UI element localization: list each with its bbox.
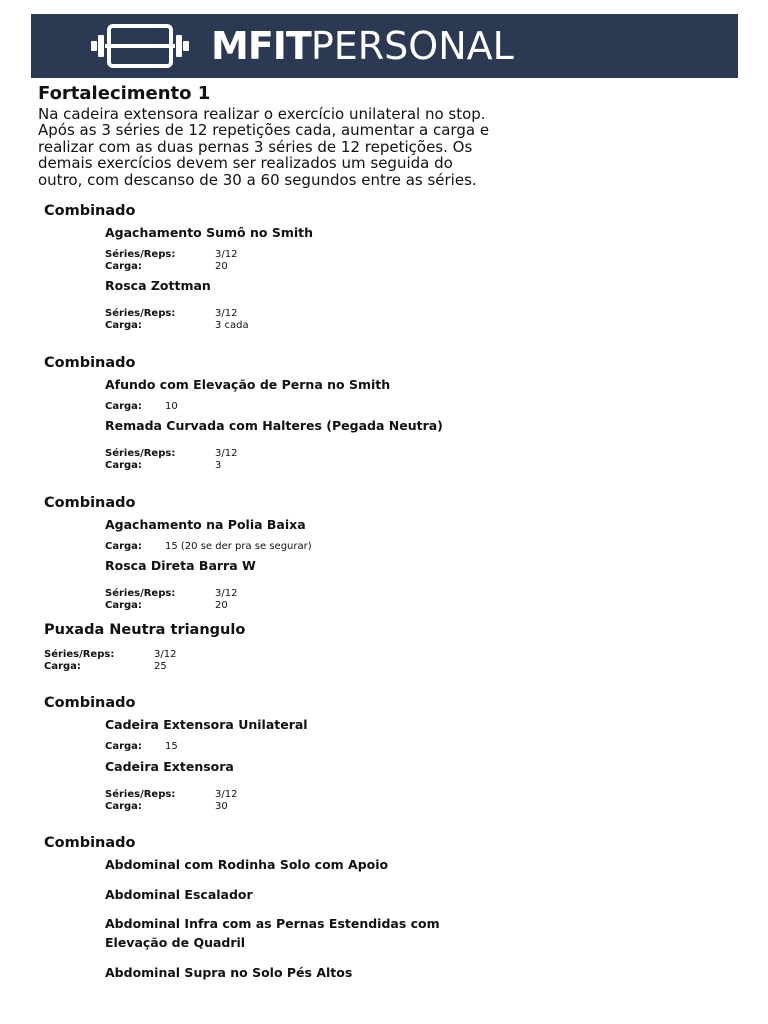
- header-banner: [31, 14, 738, 78]
- sets-reps-label: Séries/Reps:: [44, 649, 115, 660]
- load-value: 3 cada: [215, 320, 249, 331]
- exercise-name: Abdominal Supra no Solo Pés Altos: [105, 965, 353, 980]
- sets-reps-value: 3/12: [154, 649, 177, 660]
- load-value: 15 (20 se der pra se segurar): [165, 541, 312, 552]
- intro-line: Na cadeira extensora realizar o exercício unilateral no stop.: [38, 105, 486, 123]
- block-heading: Combinado: [44, 203, 136, 219]
- exercise-name: Abdominal Escalador: [105, 887, 253, 902]
- exercise-name: Rosca Direta Barra W: [105, 558, 256, 573]
- exercise-name: Remada Curvada com Halteres (Pegada Neutra): [105, 418, 443, 433]
- dumbbell-icon: [89, 23, 191, 69]
- workout-intro: [38, 106, 738, 188]
- exercise-name: Agachamento Sumô no Smith: [105, 225, 314, 240]
- workout-title: Fortalecimento 1: [38, 83, 211, 104]
- sets-reps-label: Séries/Reps:: [105, 588, 176, 599]
- exercise-name: [105, 914, 440, 952]
- logo-light-text: PERSONAL: [310, 24, 514, 68]
- sets-reps-label: Séries/Reps:: [105, 308, 176, 319]
- load-label: Carga:: [105, 320, 142, 331]
- exercise-name: Cadeira Extensora Unilateral: [105, 717, 308, 732]
- exercise-name-line: Abdominal Infra com as Pernas Estendidas com: [105, 916, 440, 931]
- load-value: 15: [165, 741, 178, 752]
- sets-reps-value: 3/12: [215, 448, 238, 459]
- exercise-name: Puxada Neutra triangulo: [44, 622, 246, 638]
- exercise-name: Agachamento na Polia Baixa: [105, 517, 306, 532]
- load-label: Carga:: [105, 541, 142, 552]
- exercise-name-line: Elevação de Quadril: [105, 935, 246, 950]
- load-label: Carga:: [105, 460, 142, 471]
- load-label: Carga:: [105, 600, 142, 611]
- block-heading: Combinado: [44, 495, 136, 511]
- load-value: 3: [215, 460, 222, 471]
- intro-line: demais exercícios devem ser realizados um seguida do: [38, 154, 453, 173]
- load-label: Carga:: [105, 741, 142, 752]
- load-label: Carga:: [44, 661, 81, 672]
- load-value: 10: [165, 401, 178, 412]
- exercise-name: Abdominal com Rodinha Solo com Apoio: [105, 857, 389, 872]
- load-value: 20: [215, 600, 228, 611]
- block-heading: Combinado: [44, 695, 136, 711]
- intro-line: outro, com descanso de 30 a 60 segundos entre as séries.: [38, 170, 477, 189]
- exercise-name: Cadeira Extensora: [105, 759, 234, 774]
- load-value: 25: [154, 661, 167, 672]
- load-value: 20: [215, 261, 228, 272]
- load-label: Carga:: [105, 801, 142, 812]
- brand-logo: [211, 22, 514, 70]
- intro-line: Após as 3 séries de 12 repetições cada, aumentar a carga e: [38, 121, 490, 140]
- load-label: Carga:: [105, 261, 142, 272]
- sets-reps-value: 3/12: [215, 249, 238, 260]
- sets-reps-label: Séries/Reps:: [105, 249, 176, 260]
- sets-reps-label: Séries/Reps:: [105, 448, 176, 459]
- exercise-name: Afundo com Elevação de Perna no Smith: [105, 377, 391, 392]
- logo-bold-text: MFIT: [211, 24, 311, 68]
- block-heading: Combinado: [44, 835, 136, 851]
- sets-reps-value: 3/12: [215, 789, 238, 800]
- intro-line: realizar com as duas pernas 3 séries de 12 repetições. Os: [38, 137, 473, 156]
- sets-reps-value: 3/12: [215, 308, 238, 319]
- sets-reps-label: Séries/Reps:: [105, 789, 176, 800]
- block-heading: Combinado: [44, 355, 136, 371]
- exercise-name: Rosca Zottman: [105, 278, 211, 293]
- load-value: 30: [215, 801, 228, 812]
- load-label: Carga:: [105, 401, 142, 412]
- sets-reps-value: 3/12: [215, 588, 238, 599]
